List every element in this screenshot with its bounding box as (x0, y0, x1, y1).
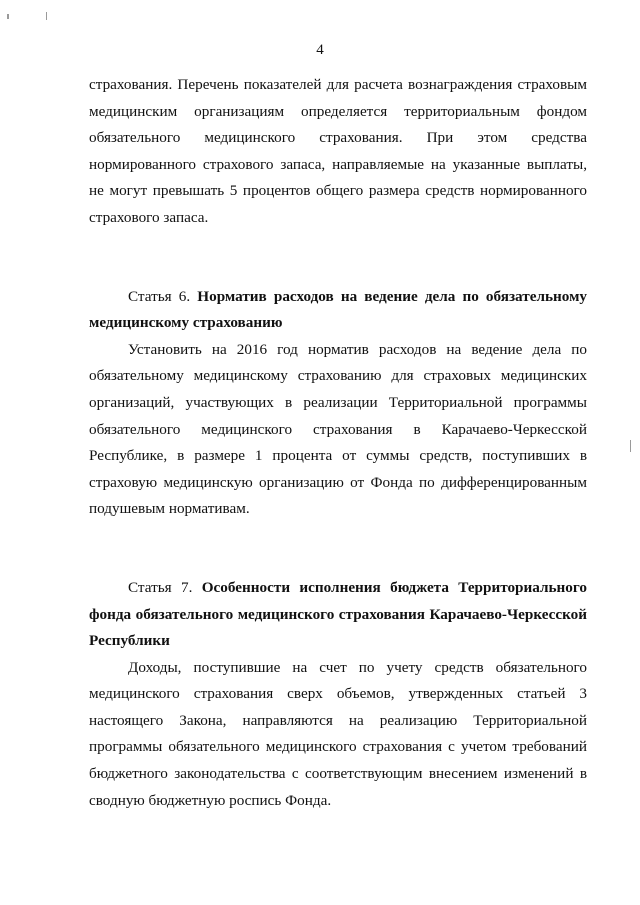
spacer (89, 523, 587, 549)
article-6-heading (89, 284, 587, 337)
scan-mark-left (7, 14, 9, 19)
scan-mark-right (630, 440, 631, 452)
document-body (89, 72, 587, 814)
paragraph-intro: страхования. Перечень показателей для расчета вознаграждения страховым медицинским организациям определяется территориальным фондом обязательного медицинского страхования. При этом средства нормированного страхового запаса, направляемые на указанные выплаты, не могут превышать 5 процентов общего размера средств нормированного страхового запаса. (89, 76, 587, 226)
page-number: 4 (316, 42, 324, 58)
article-7-body: Доходы, поступившие на счет по учету средств обязательного медицинского страхования сверх объемов, утвержденных статьей 3 настоящего Закона, направляются на реализацию Территориальной программы обязательного медицинского страхования с учетом требований бюджетного законодательства с соответствующим внесением изменений в сводную бюджетную роспись Фонда. (89, 658, 587, 809)
article-7-label: Статья 7. (128, 578, 193, 596)
article-6-body: Установить на 2016 год норматив расходов на ведение дела по обязательному медицинскому страхованию для страховых медицинских организаций, участвующих в реализации Территориальной программы обязательного медицинского страхования в Карачаево-Черкесской Республике, в размере 1 процента от суммы средств, поступивших в страховую медицинскую организацию от Фонда по дифференцированным подушевым нормативам. (89, 340, 587, 518)
article-6-title: Норматив расходов на ведение дела по обязательному медицинскому страхованию (89, 287, 588, 332)
article-7-heading (89, 575, 587, 655)
scan-mark-left-2 (46, 12, 47, 20)
article-7-title: Особенности исполнения бюджета Территориального фонда обязательного медицинского страхования Карачаево-Черкесской Республики (89, 578, 587, 650)
spacer (89, 232, 587, 258)
article-6-label: Статья 6. (128, 287, 191, 305)
